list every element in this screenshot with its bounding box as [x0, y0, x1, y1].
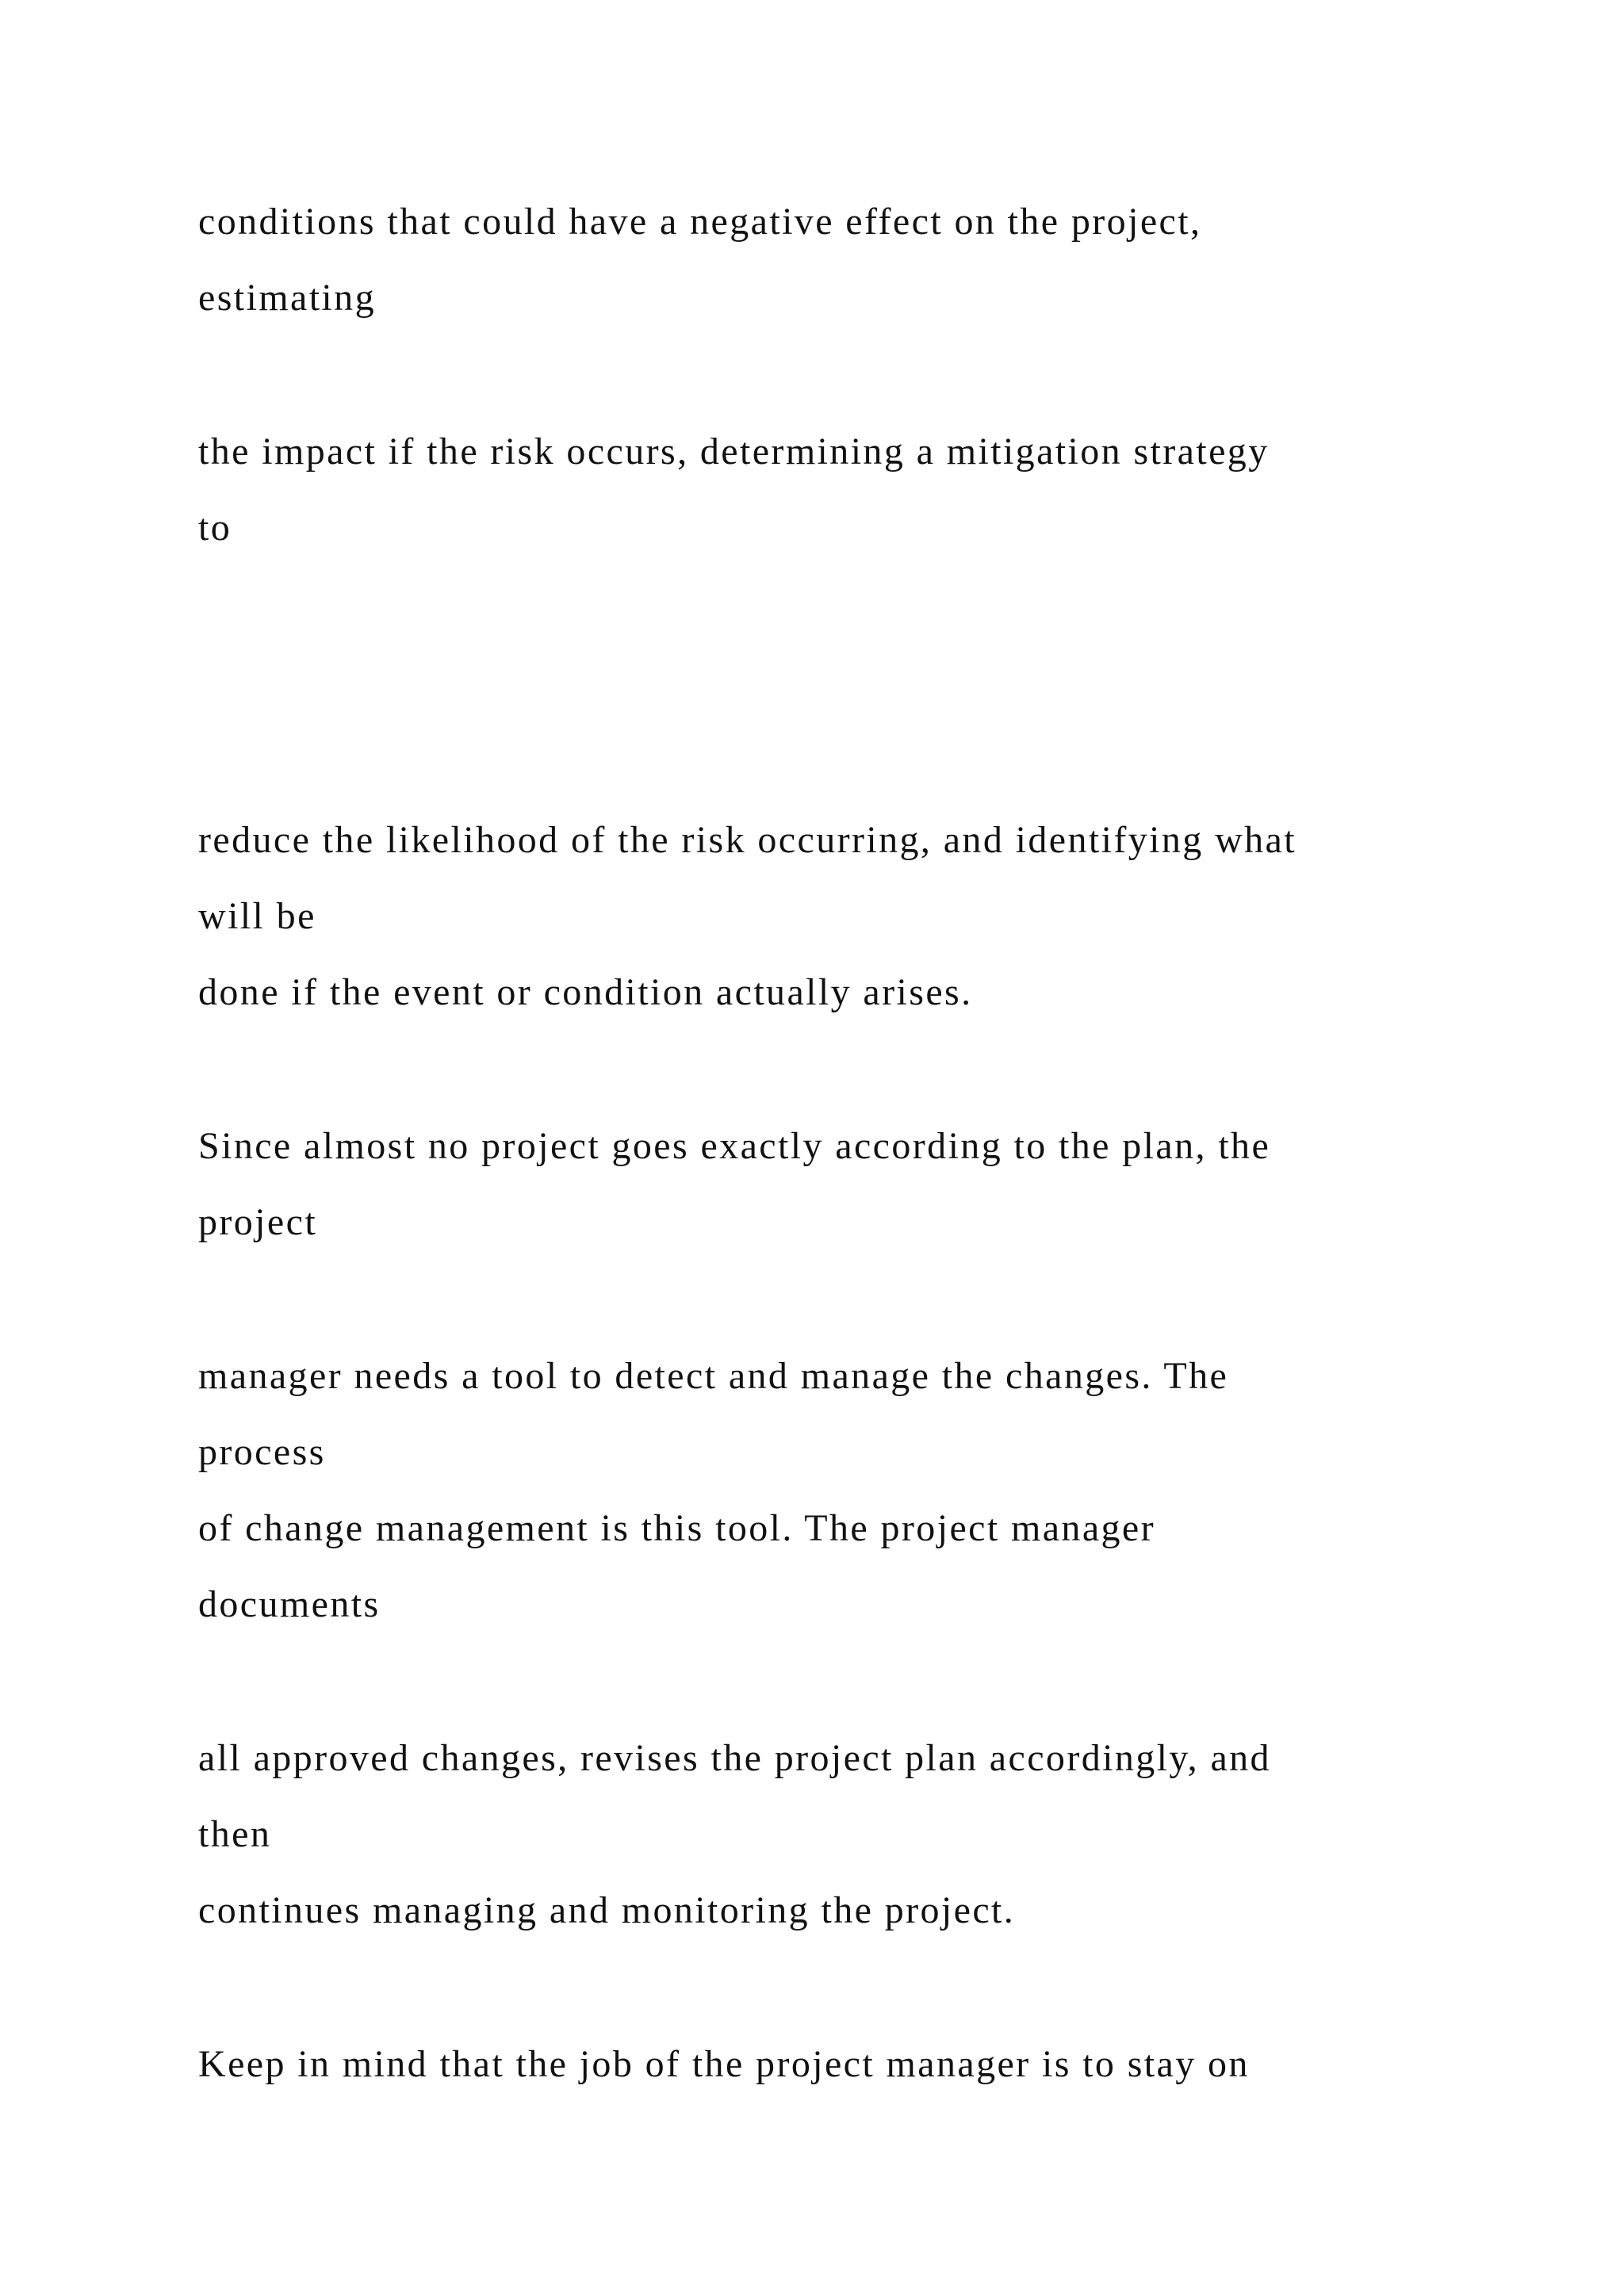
text-line-4: to — [198, 507, 232, 549]
text-line-13: documents — [198, 1583, 381, 1625]
text-line-10: manager needs a tool to detect and manage the changes. The — [198, 1355, 1229, 1397]
text-line-14: all approved changes, revises the project plan accordingly, and — [198, 1737, 1271, 1779]
text-line-12: of change management is this tool. The project manager — [198, 1507, 1156, 1549]
text-line-11: process — [198, 1431, 326, 1473]
text-line-1: conditions that could have a negative effect on the project, — [198, 201, 1202, 243]
text-line-17: Keep in mind that the job of the project manager is to stay on — [198, 2043, 1250, 2085]
text-line-16: continues managing and monitoring the project. — [198, 1889, 1016, 1931]
text-line-7: done if the event or condition actually arises. — [198, 971, 973, 1013]
text-line-5: reduce the likelihood of the risk occurring, and identifying what — [198, 819, 1297, 861]
text-line-15: then — [198, 1813, 272, 1855]
text-line-3: the impact if the risk occurs, determining a mitigation strategy — [198, 430, 1270, 473]
text-line-9: project — [198, 1201, 318, 1243]
text-line-8: Since almost no project goes exactly according to the plan, the — [198, 1125, 1271, 1167]
text-line-2: estimating — [198, 277, 376, 319]
text-line-6: will be — [198, 895, 316, 937]
